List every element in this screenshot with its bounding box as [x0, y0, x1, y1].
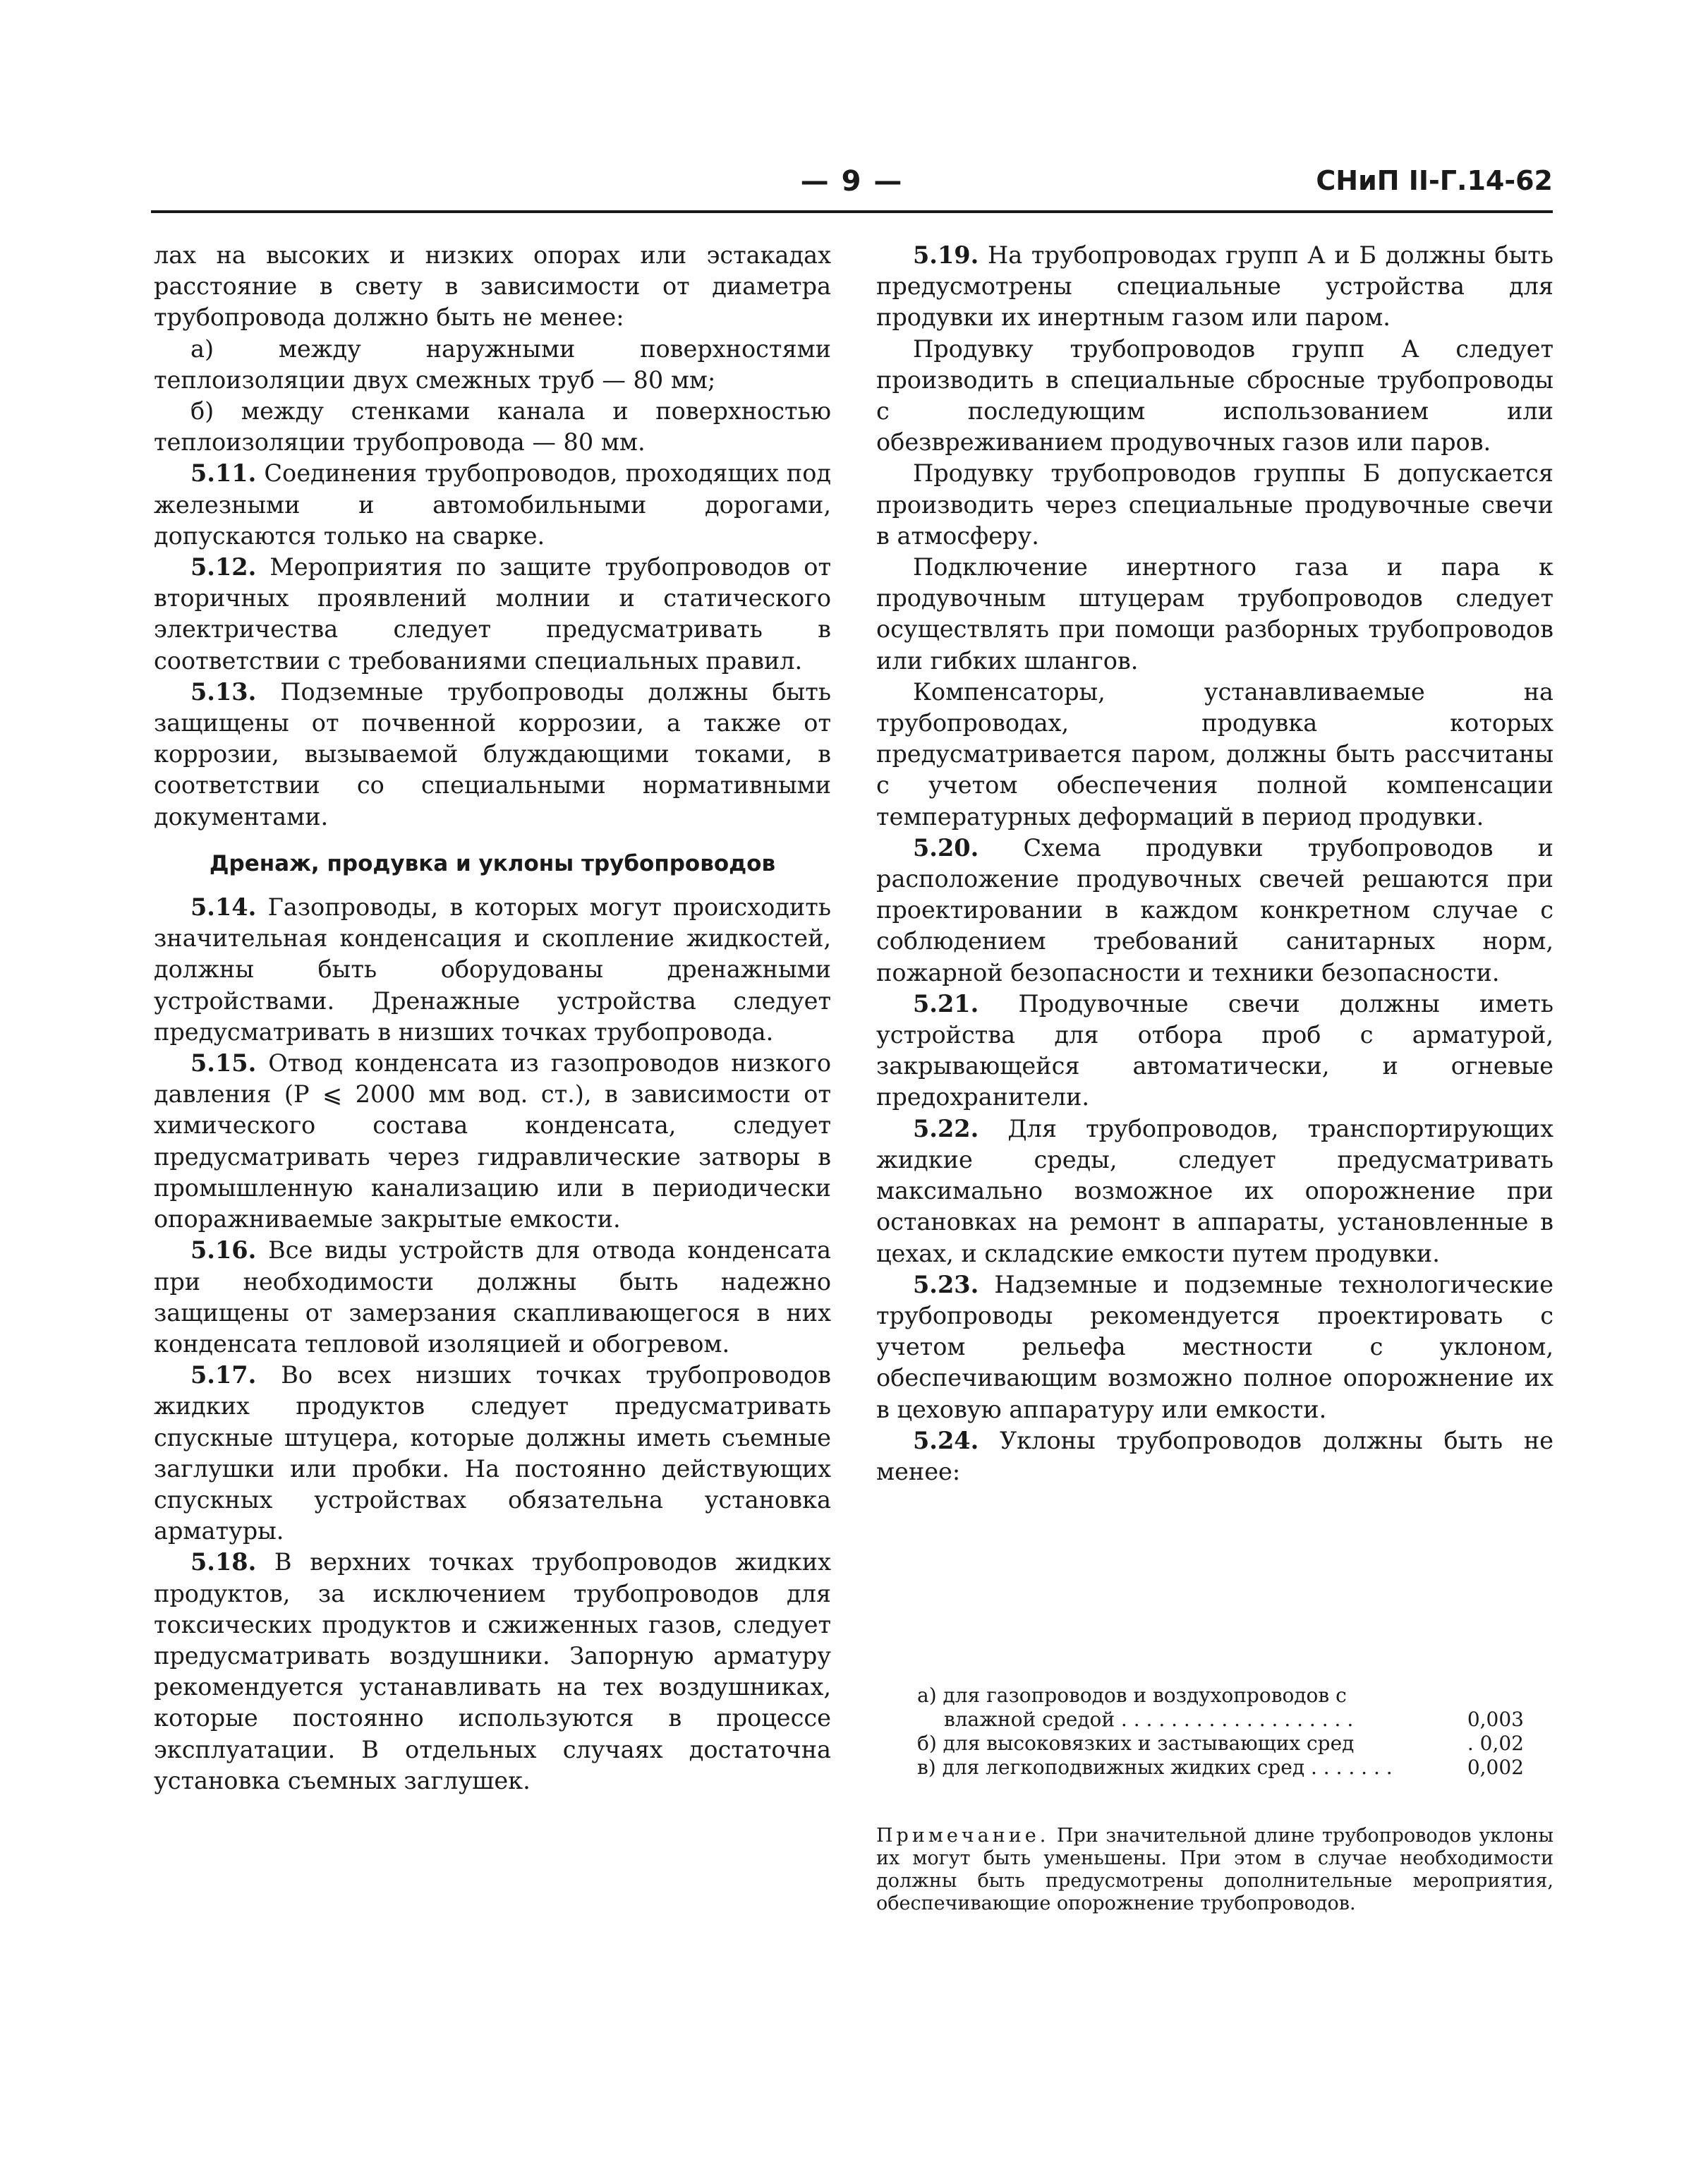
clause-5-18 — [154, 1547, 831, 1797]
list-item-b: б) между стенками канала и поверхностью теплоизоляции трубопровода — 80 мм. — [154, 397, 831, 457]
clause-number: 5.21. — [913, 989, 979, 1018]
clause-5-16 — [154, 1235, 831, 1360]
slope-item-a — [917, 1684, 1524, 1708]
slope-label: в) для легкоподвижных жидких сред . . . . . . . — [917, 1756, 1393, 1779]
clause-number: 5.12. — [190, 553, 257, 581]
paragraph: Продувку трубопроводов группы Б допускается производить через специальные продувочные свечи в атмосферу. — [876, 459, 1553, 550]
clause-number: 5.11. — [190, 459, 257, 488]
clause-5-17 — [154, 1360, 831, 1547]
footnote — [876, 1825, 1553, 1915]
slope-value: 0,003 — [1467, 1708, 1524, 1731]
slope-label: влажной средой . . . . . . . . . . . . . . . . . . . — [944, 1708, 1354, 1731]
clause-text: Мероприятия по защите трубопроводов от вторичных проявлений молнии и статического электричества следует предусматривать в соответствии с требованиями специальных правил. — [154, 553, 831, 675]
clause-text: Подземные трубопроводы должны быть защищены от почвенной коррозии, а также от коррозии, вызываемой блуждающими токами, в соответствии со специальными нормативными документами. — [154, 677, 831, 831]
clause-5-11 — [154, 458, 831, 552]
clause-5-14 — [154, 892, 831, 1048]
clause-text: Для трубопроводов, транспортирующих жидкие среды, следует предусматривать максимально возможное их опорожнение при остановках на ремонт в аппараты, установленные в цехах, и складские емкости путем продувки. — [876, 1114, 1553, 1267]
clause-5-13 — [154, 677, 831, 833]
clause-text: Схема продувки трубопроводов и расположение продувочных свечей решаются при проектировании в каждом конкретном случае с соблюдением требований санитарных норм, пожарной безопасности и техники безопасности. — [876, 833, 1553, 986]
clause-5-22 — [876, 1113, 1553, 1269]
clause-text: Газопроводы, в которых могут происходить значительная конденсация и скопление жидкостей, должны быть оборудованы дренажными устройствами. Дренажные устройства следует предусматривать в низших точках трубопровода. — [154, 893, 831, 1046]
slope-value: . 0,02 — [1467, 1732, 1524, 1755]
paragraph-continued: лах на высоких и низких опорах или эстакадах расстояние в свету в зависимости от диаметра трубопровода должно быть не менее: — [154, 241, 831, 332]
clause-number: 5.15. — [190, 1049, 257, 1078]
clause-text: На трубопроводах групп А и Б должны быть предусмотрены специальные устройства для продувки их инертным газом или паром. — [876, 241, 1553, 332]
clause-5-15 — [154, 1048, 831, 1235]
clause-5-24 — [876, 1425, 1553, 1487]
paragraph: Подключение инертного газа и пара к продувочным штуцерам трубопроводов следует осуществлять при помощи разборных трубопроводов или гибких шлангов. — [876, 553, 1553, 675]
page-header — [151, 165, 1553, 207]
slope-item-a-cont — [917, 1708, 1524, 1732]
clause-number: 5.18. — [190, 1548, 257, 1576]
clause-5-23 — [876, 1269, 1553, 1425]
note-text: При значительной длине трубопроводов уклоны их могут быть уменьшены. При этом в случае необходимости должны быть предусмотрены дополнительные мероприятия, обеспечивающие опорожнение трубопроводов. — [876, 1825, 1553, 1914]
slope-list — [917, 1684, 1524, 1780]
clause-number: 5.13. — [190, 677, 257, 706]
clause-text: В верхних точках трубопроводов жидких продуктов, за исключением трубопроводов для токсических продуктов и сжиженных газов, следует предусматривать воздушники. Запорную арматуру рекомендуется устанавливать на тех воздушниках, которые постоянно используются в процессе эксплуатации. В отдельных случаях достаточна установка съемных заглушек. — [154, 1548, 831, 1794]
header-rule — [151, 210, 1553, 213]
clause-text: Соединения трубопроводов, проходящих под железными и автомобильными дорогами, допускаются только на сварке. — [154, 459, 831, 550]
right-column — [876, 240, 1553, 1487]
clause-text: Продувочные свечи должны иметь устройства для отбора проб с арматурой, закрывающейся автоматически, и огневые предохранители. — [876, 989, 1553, 1111]
note-label: Примечание. — [876, 1825, 1050, 1847]
clause-number: 5.20. — [913, 833, 979, 862]
slope-item-b — [917, 1732, 1524, 1756]
clause-text: Во всех низших точках трубопроводов жидких продуктов следует предусматривать спускные штуцера, которые должны иметь съемные заглушки или пробки. На постоянно действующих спускных устройствах обязательна установка арматуры. — [154, 1361, 831, 1545]
slope-item-c — [917, 1756, 1524, 1780]
clause-text: Отвод конденсата из газопроводов низкого давления (P ⩽ 2000 мм вод. ст.), в зависимости от химического состава конденсата, следует предусматривать через гидравлические затворы в промышленную канализацию или в периодически опоражниваемые закрытые емкости. — [154, 1049, 831, 1233]
paragraph: Продувку трубопроводов групп А следует производить в специальные сбросные трубопроводы с последующим использованием или обезвреживанием продувочных газов или паров. — [876, 334, 1553, 457]
clause-number: 5.16. — [190, 1236, 257, 1264]
slope-label: а) для газопроводов и воздухопроводов с — [917, 1684, 1347, 1707]
clause-number: 5.22. — [913, 1114, 979, 1142]
clause-5-21 — [876, 989, 1553, 1113]
clause-5-12 — [154, 552, 831, 677]
clause-5-19 — [876, 240, 1553, 334]
clause-5-20 — [876, 833, 1553, 989]
clause-number: 5.14. — [190, 893, 257, 922]
page-number: — 9 — — [800, 165, 904, 198]
clause-text: Надземные и подземные технологические трубопроводы рекомендуется проектировать с учетом рельефа местности с уклоном, обеспечивающим возможно полное опорожнение их в цеховую аппаратуру или емкости. — [876, 1270, 1553, 1423]
section-heading: Дренаж, продувка и уклоны трубопроводов — [209, 850, 776, 876]
clause-number: 5.24. — [913, 1426, 979, 1454]
paragraph: Компенсаторы, устанавливаемые на трубопроводах, продувка которых предусматривается паром, должны быть рассчитаны с учетом обеспечения полной компенсации температурных деформаций в период продувки. — [876, 677, 1553, 831]
slope-value: 0,002 — [1467, 1756, 1524, 1779]
clause-number: 5.19. — [913, 241, 979, 269]
clause-text: Уклоны трубопроводов должны быть не менее: — [876, 1426, 1553, 1485]
list-item-a: а) между наружными поверхностями теплоизоляции двух смежных труб — 80 мм; — [154, 334, 831, 394]
clause-number: 5.23. — [913, 1270, 979, 1298]
clause-number: 5.17. — [190, 1361, 257, 1389]
left-column — [154, 240, 831, 1797]
slope-label: б) для высоковязких и застывающих сред — [917, 1732, 1355, 1755]
document-code: СНиП II-Г.14-62 — [1316, 165, 1553, 196]
clause-text: Все виды устройств для отвода конденсата при необходимости должны быть надежно защищены от замерзания скапливающегося в них конденсата тепловой изоляцией и обогревом. — [154, 1236, 831, 1358]
